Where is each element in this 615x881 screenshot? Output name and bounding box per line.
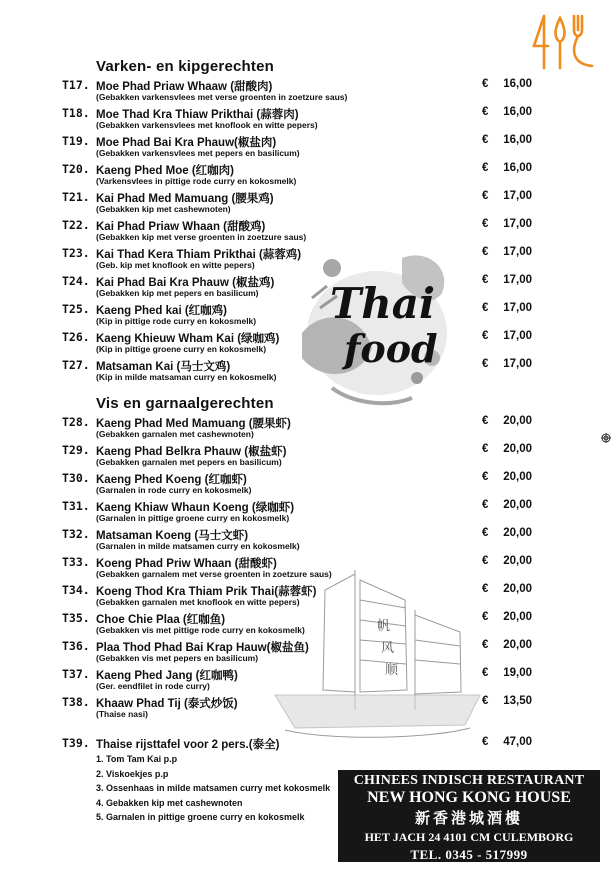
- menu-item-price: 47,00: [503, 736, 532, 748]
- menu-item-code: T25.: [62, 302, 90, 316]
- menu-item-code: T28.: [62, 415, 90, 429]
- rijsttafel-item: 5. Garnalen in pittige groene curry en kokosmelk: [96, 812, 305, 823]
- menu-item-currency: €: [482, 78, 489, 90]
- menu-item-description: (Gebakken kip met pepers en basilicum): [96, 288, 259, 298]
- menu-item-description: (Ger. eendfilet in rode curry): [96, 681, 210, 691]
- rijsttafel-sublist: [96, 752, 330, 825]
- menu-item-description: (Gebakken varkensvlees met pepers en basilicum): [96, 148, 300, 158]
- menu-item: [62, 78, 542, 106]
- menu-item-currency: €: [482, 695, 489, 707]
- menu-item-description: (Kip in pittige groene curry en kokosmelk): [96, 344, 267, 354]
- menu-item-currency: €: [482, 415, 489, 427]
- menu-item-code: T20.: [62, 162, 90, 176]
- restaurant-phone: TEL. 0345 - 517999: [410, 847, 528, 862]
- rijsttafel-item: 3. Ossenhaas in milde matsamen curry met kokosmelk: [96, 783, 331, 794]
- menu-item-code: T36.: [62, 639, 90, 653]
- section-title-pork-chicken: Varken- en kipgerechten: [96, 58, 275, 75]
- menu-item: [62, 134, 542, 162]
- menu-item-price: 20,00: [503, 639, 532, 651]
- menu-item: [62, 695, 542, 723]
- food-word: food: [344, 326, 438, 371]
- menu-item: [62, 218, 542, 246]
- section-title-fish-shrimp: Vis en garnaalgerechten: [96, 395, 274, 412]
- menu-item-currency: €: [482, 443, 489, 455]
- menu-item: [62, 246, 542, 274]
- menu-item-description: (Garnalen in milde matsamen curry en kokosmelk): [96, 541, 300, 551]
- menu-item-currency: €: [482, 611, 489, 623]
- menu-item-name: Kaeng Phad Belkra Phauw (椒盐虾): [96, 446, 287, 458]
- menu-item: [62, 471, 542, 499]
- menu-item: [62, 190, 542, 218]
- menu-item-description: (Gebakken vis met pittige rode curry en kokosmelk): [96, 625, 305, 635]
- menu-item-description: (Kip in milde matsaman curry en kokosmelk): [96, 372, 277, 382]
- menu-item-price: 17,00: [503, 302, 532, 314]
- menu-item-currency: €: [482, 639, 489, 651]
- menu-item: [62, 555, 542, 583]
- ship-char-3: 顺: [385, 663, 399, 678]
- menu-item-description: (Gebakken vis met pepers en basilicum): [96, 653, 259, 663]
- menu-item-code: T27.: [62, 358, 90, 372]
- menu-item-price: 16,00: [503, 134, 532, 146]
- menu-item-name: Kaeng Phed Jang (红咖鸭): [96, 670, 238, 682]
- menu-item: [62, 358, 542, 386]
- menu-item-name: Moe Thad Kra Thiaw Prikthai (蒜蓉肉): [96, 109, 299, 121]
- menu-item-price: 17,00: [503, 246, 532, 258]
- menu-item-currency: €: [482, 736, 489, 748]
- menu-item-name: Matsaman Koeng (马士文虾): [96, 530, 249, 542]
- menu-item-code: T38.: [62, 695, 90, 709]
- menu-item-description: (Gebakken garnalen met pepers en basilicum): [96, 457, 282, 467]
- menu-item: [62, 639, 542, 667]
- menu-item-price: 20,00: [503, 611, 532, 623]
- restaurant-chinese-name: 新香港城酒樓: [414, 809, 523, 827]
- menu-item-price: 13,50: [503, 695, 532, 707]
- menu-item-price: 20,00: [503, 443, 532, 455]
- menu-item-price: 20,00: [503, 499, 532, 511]
- menu-item-name: Moe Phad Bai Kra Phauw(椒盐肉): [96, 137, 277, 149]
- menu-item: [62, 527, 542, 555]
- menu-item-currency: €: [482, 583, 489, 595]
- menu-item-currency: €: [482, 667, 489, 679]
- menu-item-description: (Varkensvlees in pittige rode curry en kokosmelk): [96, 176, 297, 186]
- menu-item-description: (Gebakken garnalem met verse groenten in zoetzure saus): [96, 569, 332, 579]
- menu-item-currency: €: [482, 330, 489, 342]
- menu-item-name: Kai Phad Med Mamuang (腰果鸡): [96, 193, 274, 205]
- menu-item-code: T35.: [62, 611, 90, 625]
- menu-item-code: T30.: [62, 471, 90, 485]
- menu-item-name: Kaeng Phad Med Mamuang (腰果虾): [96, 418, 291, 430]
- menu-item: [62, 274, 542, 302]
- menu-item-name: Kaeng Khiaw Whaun Koeng (绿咖虾): [96, 502, 295, 514]
- menu-item-description: (Kip in pittige rode curry en kokosmelk): [96, 316, 257, 326]
- menu-item-description: (Gebakken garnalen met knoflook en witte pepers): [96, 597, 300, 607]
- menu-item-description: (Gebakken garnalen met cashewnoten): [96, 429, 254, 439]
- menu-item-description: (Gebakken kip met verse groenten in zoetzure saus): [96, 232, 307, 242]
- menu-item-name: Kai Phad Bai Kra Phauw (椒盐鸡): [96, 277, 275, 289]
- thai-word: Thai: [330, 279, 435, 328]
- menu-item-description: (Garnalen in rode curry en kokosmelk): [96, 485, 252, 495]
- menu-item-name: Koeng Thod Kra Thiam Prik Thai(蒜蓉虾): [96, 586, 317, 598]
- menu-item: [62, 330, 542, 358]
- menu-item-name: Koeng Phad Priw Whaan (甜酸虾): [96, 558, 277, 570]
- restaurant-info-box: [338, 770, 600, 862]
- menu-item-name: Kai Phad Priaw Whaan (甜酸鸡): [96, 221, 266, 233]
- menu-item-price: 19,00: [503, 667, 532, 679]
- restaurant-type: CHINEES INDISCH RESTAURANT: [353, 773, 585, 788]
- menu-item-name: Moe Phad Priaw Whaaw (甜酸肉): [96, 81, 273, 93]
- menu-item-currency: €: [482, 274, 489, 286]
- fork-knife-logo-icon: [530, 12, 602, 72]
- menu-item-description: (Gebakken varkensvlees met verse groenten in zoetzure saus): [96, 92, 348, 102]
- menu-item-code: T33.: [62, 555, 90, 569]
- menu-item-price: 20,00: [503, 555, 532, 567]
- menu-item: [62, 499, 542, 527]
- menu-item-name: Thaise rijsttafel voor 2 pers.(泰全): [96, 739, 280, 751]
- menu-item-currency: €: [482, 555, 489, 567]
- menu-item-price: 20,00: [503, 471, 532, 483]
- menu-item-currency: €: [482, 246, 489, 258]
- menu-item-name: Kaeng Phed Moe (红咖肉): [96, 165, 235, 177]
- menu-item-code: T24.: [62, 274, 90, 288]
- menu-item-code: T19.: [62, 134, 90, 148]
- menu-item-price: 20,00: [503, 415, 532, 427]
- rijsttafel-item: 4. Gebakken kip met cashewnoten: [96, 797, 243, 808]
- menu-item-code: T18.: [62, 106, 90, 120]
- menu-item-name: Plaa Thod Phad Bai Krap Hauw(椒盐鱼): [96, 642, 309, 654]
- menu-item-currency: €: [482, 471, 489, 483]
- menu-item-name: Kaeng Phed kai (红咖鸡): [96, 305, 227, 317]
- menu-item-price: 20,00: [503, 583, 532, 595]
- menu-item-code: T29.: [62, 443, 90, 457]
- menu-item-name: Choe Chie Plaa (红咖鱼): [96, 614, 226, 626]
- restaurant-name: NEW HONG KONG HOUSE: [367, 789, 571, 806]
- menu-item: [62, 106, 542, 134]
- menu-item-code: T23.: [62, 246, 90, 260]
- menu-item-name: Kai Thad Kera Thiam Prikthai (蒜蓉鸡): [96, 249, 302, 261]
- menu-item: [62, 302, 542, 330]
- menu-item-code: T34.: [62, 583, 90, 597]
- menu-item-price: 16,00: [503, 78, 532, 90]
- restaurant-address: HET JACH 24 4101 CM CULEMBORG: [364, 830, 574, 844]
- menu-item-code: T17.: [62, 78, 90, 92]
- menu-item-name: Matsaman Kai (马士文鸡): [96, 361, 231, 373]
- menu-item-currency: €: [482, 527, 489, 539]
- menu-item-name: Kaeng Khieuw Wham Kai (绿咖鸡): [96, 333, 280, 345]
- menu-item-price: 20,00: [503, 527, 532, 539]
- menu-item-currency: €: [482, 162, 489, 174]
- menu-item-code: T39.: [62, 736, 90, 750]
- menu-item-price: 17,00: [503, 358, 532, 370]
- menu-item-price: 17,00: [503, 218, 532, 230]
- menu-item: [62, 667, 542, 695]
- menu-item-currency: €: [482, 358, 489, 370]
- menu-item-code: T21.: [62, 190, 90, 204]
- menu-item-description: (Gebakken kip met cashewnoten): [96, 204, 231, 214]
- registration-mark-icon: [601, 433, 611, 443]
- menu-item-price: 16,00: [503, 106, 532, 118]
- menu-item-code: T26.: [62, 330, 90, 344]
- menu-item-description: (Geb. kip met knoflook en witte pepers): [96, 260, 255, 270]
- menu-item-price: 16,00: [503, 162, 532, 174]
- menu-item: [62, 583, 542, 611]
- menu-item-currency: €: [482, 499, 489, 511]
- rijsttafel-item: 2. Viskoekjes p.p: [96, 768, 169, 779]
- rijsttafel-item: 1. Tom Tam Kai p.p: [96, 754, 178, 764]
- menu-item-price: 17,00: [503, 190, 532, 202]
- menu-item-currency: €: [482, 190, 489, 202]
- menu-item-currency: €: [482, 106, 489, 118]
- menu-item-code: T22.: [62, 218, 90, 232]
- menu-item-description: (Gebakken varkensvlees met knoflook en witte pepers): [96, 120, 318, 130]
- menu-item-currency: €: [482, 302, 489, 314]
- menu-item-name: Khaaw Phad Tij (泰式炒饭): [96, 698, 238, 710]
- menu-item: [62, 443, 542, 471]
- menu-item-description: (Garnalen in pittige groene curry en kokosmelk): [96, 513, 290, 523]
- menu-item-code: T32.: [62, 527, 90, 541]
- menu-item-code: T31.: [62, 499, 90, 513]
- ship-char-1: 帆: [377, 619, 391, 634]
- menu-item-currency: €: [482, 134, 489, 146]
- menu-item-price: 17,00: [503, 330, 532, 342]
- menu-item-name: Kaeng Phed Koeng (红咖虾): [96, 474, 247, 486]
- menu-item-code: T37.: [62, 667, 90, 681]
- menu-item: [62, 611, 542, 639]
- menu-item: [62, 415, 542, 443]
- menu-item-description: (Thaise nasi): [96, 709, 148, 719]
- menu-item-currency: €: [482, 218, 489, 230]
- menu-item-price: 17,00: [503, 274, 532, 286]
- ship-char-2: 风: [381, 641, 395, 656]
- menu-item: [62, 162, 542, 190]
